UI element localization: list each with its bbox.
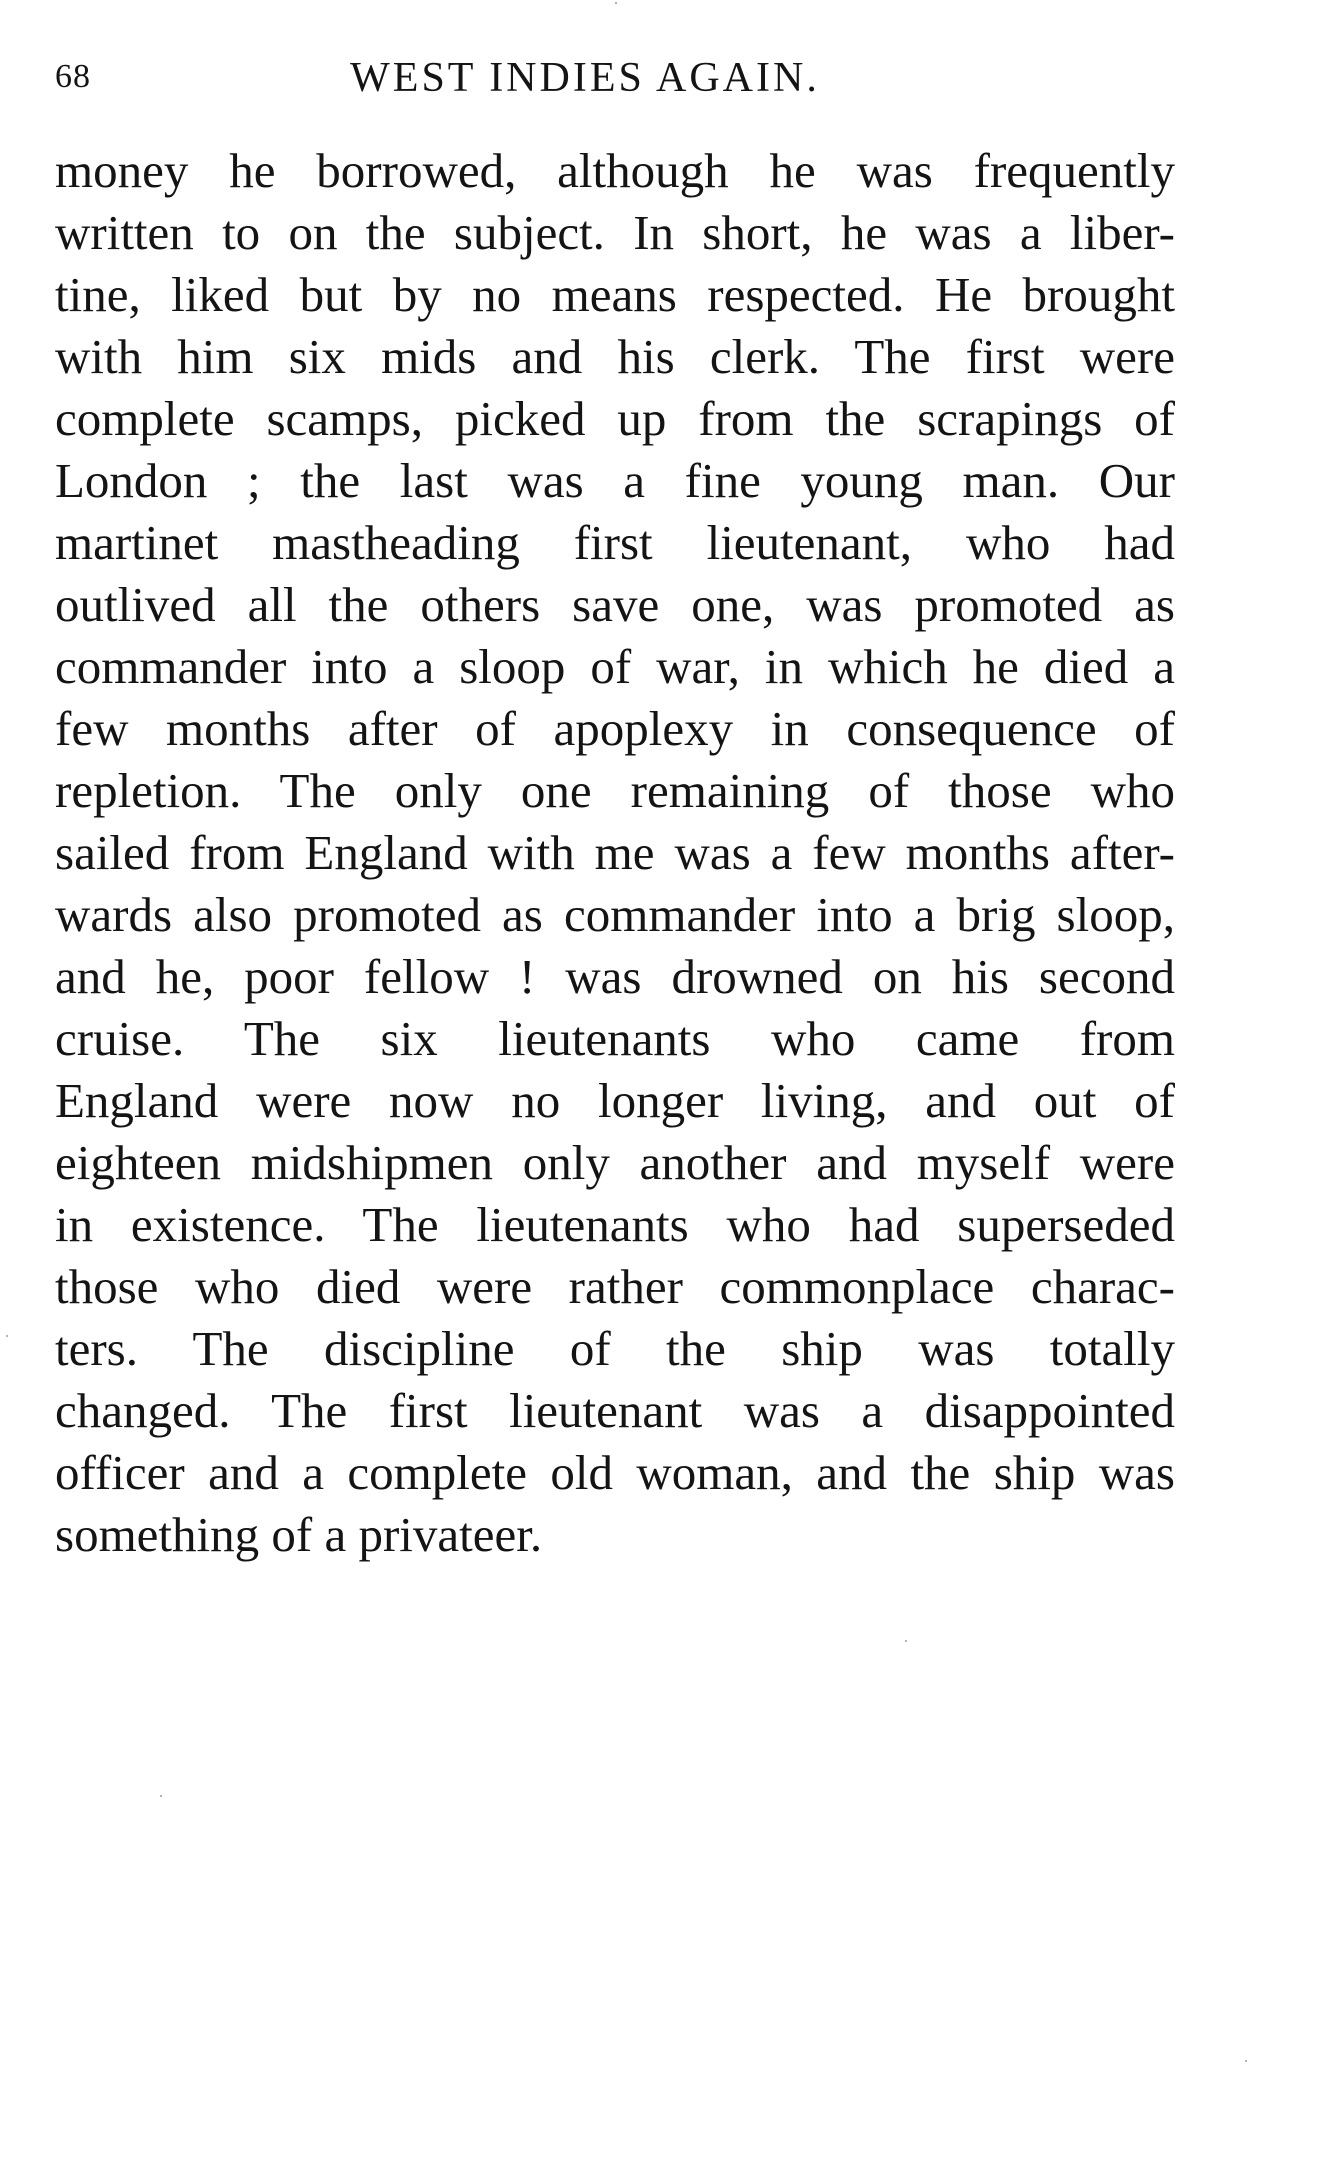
text-line: eighteen midshipmen only another and myself were <box>55 1135 1175 1190</box>
body-text <box>55 140 1175 1566</box>
text-line: changed. The first lieutenant was a disappointed <box>55 1383 1175 1438</box>
text-line: something of a privateer. <box>55 1507 543 1562</box>
text-line: sailed from England with me was a few months after- <box>55 825 1175 880</box>
text-line: written to on the subject. In short, he was a liber- <box>55 205 1175 260</box>
paper-speck <box>1245 2060 1247 2062</box>
text-line: money he borrowed, although he was frequently <box>55 143 1175 198</box>
text-line: tine, liked but by no means respected. He brought <box>55 267 1175 322</box>
text-line: and he, poor fellow ! was drowned on his second <box>55 949 1175 1004</box>
text-line: ters. The discipline of the ship was totally <box>55 1321 1175 1376</box>
paper-speck <box>615 2 617 4</box>
text-line: London ; the last was a fine young man. Our <box>55 453 1175 508</box>
text-line: England were now no longer living, and out of <box>55 1073 1175 1128</box>
text-line: officer and a complete old woman, and the ship was <box>55 1445 1175 1500</box>
paper-speck <box>160 1795 162 1797</box>
text-line: outlived all the others save one, was promoted as <box>55 577 1175 632</box>
text-line: repletion. The only one remaining of those who <box>55 763 1175 818</box>
text-line: in existence. The lieutenants who had superseded <box>55 1197 1175 1252</box>
text-line: commander into a sloop of war, in which he died a <box>55 639 1175 694</box>
running-title: WEST INDIES AGAIN. <box>350 55 820 101</box>
text-line: those who died were rather commonplace charac- <box>55 1259 1175 1314</box>
text-line: complete scamps, picked up from the scrapings of <box>55 391 1175 446</box>
text-line: few months after of apoplexy in consequence of <box>55 701 1175 756</box>
paper-speck <box>6 1335 8 1337</box>
text-line: with him six mids and his clerk. The first were <box>55 329 1175 384</box>
running-head <box>55 52 1175 112</box>
text-line: martinet mastheading first lieutenant, who had <box>55 515 1175 570</box>
text-line: cruise. The six lieutenants who came from <box>55 1011 1175 1066</box>
paper-speck <box>905 1640 907 1642</box>
text-line: wards also promoted as commander into a brig sloop, <box>55 887 1175 942</box>
page-number: 68 <box>55 58 91 95</box>
